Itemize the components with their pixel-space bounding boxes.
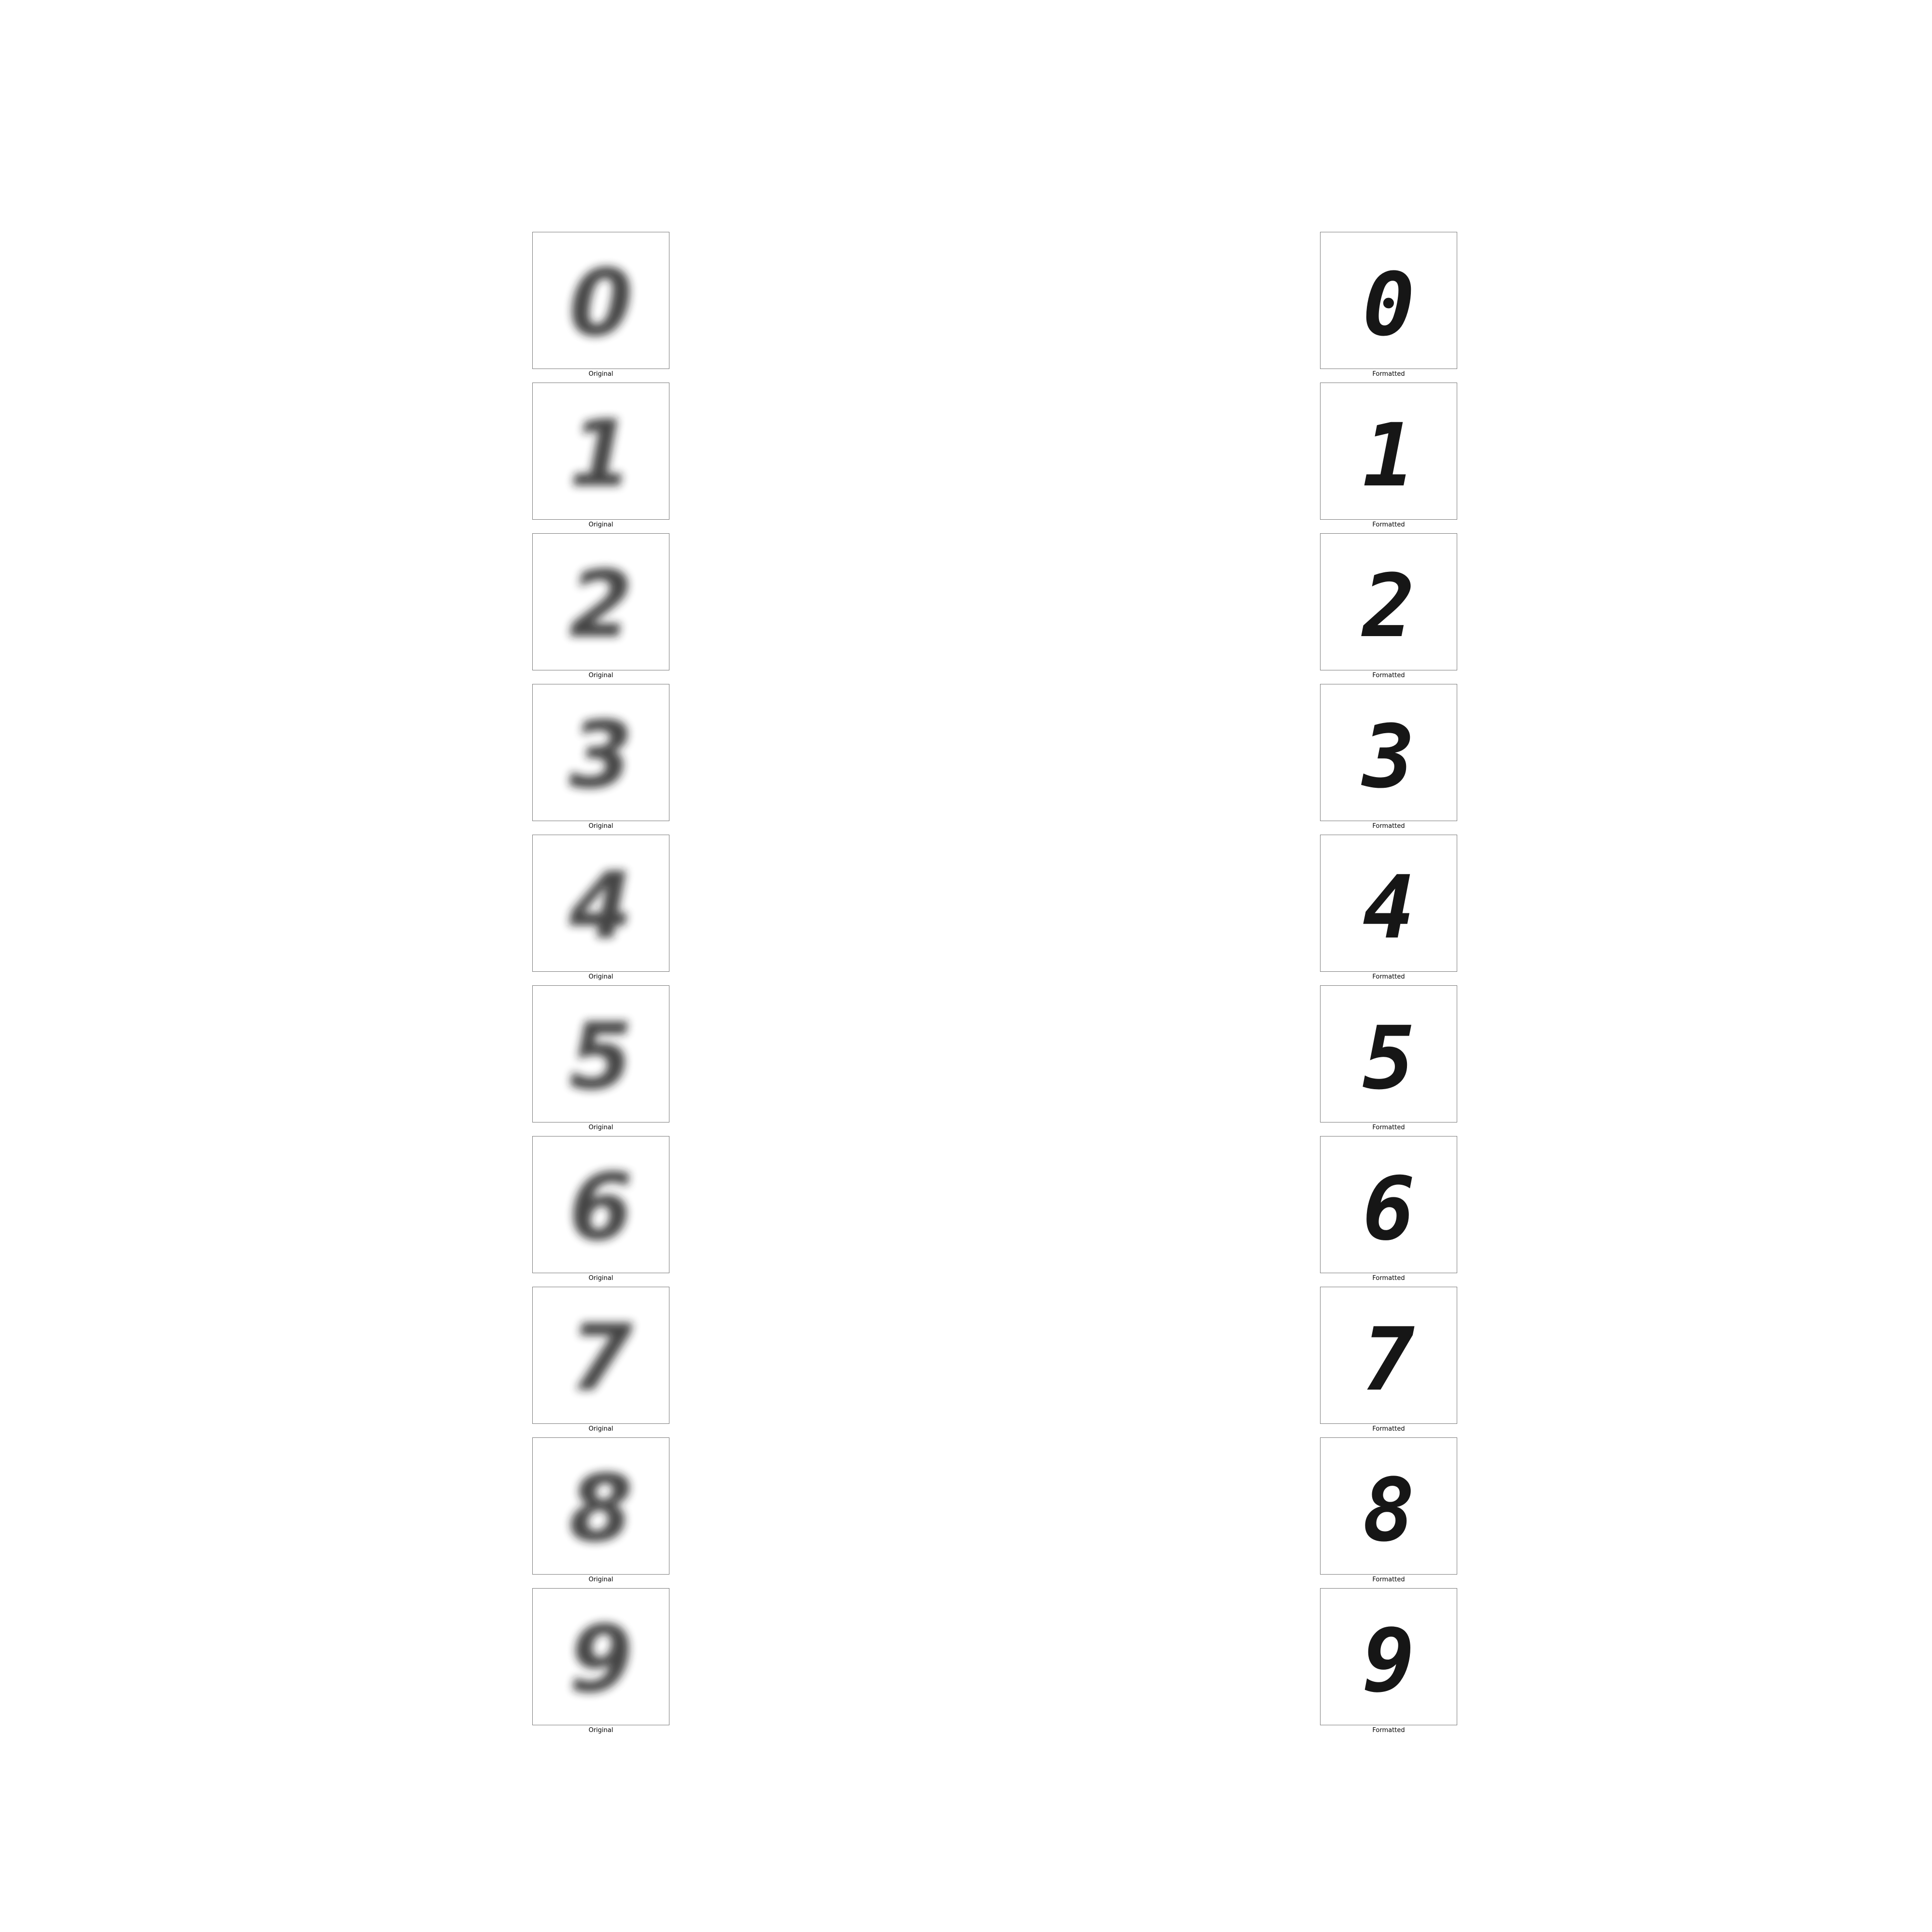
digit-image <box>532 232 669 369</box>
digit-image <box>532 985 669 1122</box>
panel-caption: Original <box>588 1275 613 1282</box>
digit-glyph: 3 <box>568 702 633 809</box>
panel-caption: Formatted <box>1372 1576 1405 1583</box>
digit-image <box>1320 835 1457 972</box>
digit-panel <box>532 533 669 684</box>
digit-glyph: 8 <box>1362 1460 1415 1561</box>
digit-image <box>532 1287 669 1424</box>
panel-caption: Formatted <box>1372 973 1405 980</box>
digit-glyph: 3 <box>1362 707 1415 808</box>
digit-glyph-canvas <box>1321 1136 1457 1273</box>
digit-glyph: 9 <box>1362 1611 1415 1712</box>
original-column <box>532 232 669 1739</box>
panel-caption: Formatted <box>1372 672 1405 679</box>
digit-glyph-canvas <box>533 835 669 971</box>
digit-image <box>1320 1437 1457 1575</box>
digit-panel <box>532 383 669 533</box>
digit-glyph-canvas <box>1321 1287 1457 1423</box>
digit-glyph: 6 <box>568 1154 633 1261</box>
digit-panel <box>532 835 669 985</box>
digit-image <box>1320 684 1457 821</box>
digit-glyph: 6 <box>1362 1159 1415 1260</box>
panel-caption: Original <box>588 973 613 980</box>
digit-image <box>532 684 669 821</box>
digit-panel <box>1320 1287 1457 1437</box>
panel-caption: Original <box>588 672 613 679</box>
digit-panel <box>532 1588 669 1739</box>
digit-glyph: 5 <box>1362 1008 1415 1109</box>
panel-caption: Original <box>588 1576 613 1583</box>
digit-image <box>1320 1588 1457 1725</box>
digit-glyph-canvas <box>533 232 669 369</box>
digit-panel <box>1320 684 1457 835</box>
digit-glyph-canvas <box>533 1589 669 1725</box>
digit-glyph: 0 <box>568 250 633 356</box>
digit-image <box>1320 533 1457 670</box>
digit-panel <box>1320 383 1457 533</box>
digit-glyph: 4 <box>568 852 633 959</box>
panel-caption: Original <box>588 1425 613 1433</box>
digit-image <box>532 1136 669 1273</box>
digit-glyph: 8 <box>568 1455 633 1562</box>
digit-panel <box>532 1136 669 1287</box>
digit-glyph-canvas <box>533 986 669 1122</box>
digit-glyph-canvas <box>533 1438 669 1574</box>
digit-panel <box>532 985 669 1136</box>
digit-image <box>532 1437 669 1575</box>
digit-panel <box>1320 835 1457 985</box>
panel-caption: Formatted <box>1372 521 1405 528</box>
panel-caption: Formatted <box>1372 1727 1405 1734</box>
digit-image <box>1320 1287 1457 1424</box>
digit-glyph-canvas <box>533 1136 669 1273</box>
digit-glyph-canvas <box>1321 835 1457 971</box>
digit-glyph-canvas <box>533 684 669 821</box>
digit-image <box>532 1588 669 1725</box>
digit-glyph-canvas <box>533 1287 669 1423</box>
digit-glyph: 9 <box>568 1606 633 1713</box>
digit-panel <box>1320 533 1457 684</box>
digit-glyph: 1 <box>1362 405 1415 506</box>
digit-image <box>1320 1136 1457 1273</box>
digit-glyph-canvas <box>1321 986 1457 1122</box>
digit-image <box>1320 232 1457 369</box>
digit-panel <box>1320 1437 1457 1588</box>
digit-glyph: 5 <box>568 1003 633 1110</box>
digit-image <box>532 835 669 972</box>
digit-panel <box>532 1437 669 1588</box>
digit-panel <box>532 1287 669 1437</box>
digit-glyph-canvas <box>1321 684 1457 821</box>
formatted-column <box>1320 232 1457 1739</box>
panel-caption: Formatted <box>1372 1124 1405 1131</box>
digit-panel <box>1320 985 1457 1136</box>
panel-caption: Original <box>588 1727 613 1734</box>
digit-glyph-canvas <box>533 534 669 670</box>
digit-glyph-canvas <box>1321 534 1457 670</box>
digit-panel <box>1320 232 1457 383</box>
digit-image <box>1320 985 1457 1122</box>
panel-caption: Original <box>588 370 613 378</box>
digit-panel <box>1320 1588 1457 1739</box>
panel-caption: Original <box>588 521 613 528</box>
panel-caption: Original <box>588 1124 613 1131</box>
panel-caption: Formatted <box>1372 1425 1405 1433</box>
digit-glyph-canvas <box>1321 383 1457 519</box>
digit-panel <box>532 684 669 835</box>
panel-caption: Formatted <box>1372 823 1405 830</box>
digit-panel <box>1320 1136 1457 1287</box>
digit-glyph: 7 <box>568 1305 633 1411</box>
digit-panel <box>532 232 669 383</box>
digit-image <box>1320 383 1457 520</box>
panel-caption: Original <box>588 823 613 830</box>
digit-glyph: 4 <box>1362 857 1415 958</box>
panel-caption: Formatted <box>1372 370 1405 378</box>
panel-caption: Formatted <box>1372 1275 1405 1282</box>
digit-glyph: 7 <box>1362 1309 1415 1410</box>
digit-glyph: 2 <box>1362 556 1415 657</box>
digit-glyph-canvas <box>1321 1438 1457 1574</box>
digit-image <box>532 533 669 670</box>
digit-glyph: 2 <box>568 551 633 658</box>
digit-glyph: 1 <box>568 400 633 507</box>
digit-image <box>532 383 669 520</box>
digit-glyph-canvas <box>1321 1589 1457 1725</box>
digit-glyph: 0 <box>1362 255 1415 355</box>
digit-glyph-canvas <box>1321 232 1457 369</box>
digit-glyph-canvas <box>533 383 669 519</box>
